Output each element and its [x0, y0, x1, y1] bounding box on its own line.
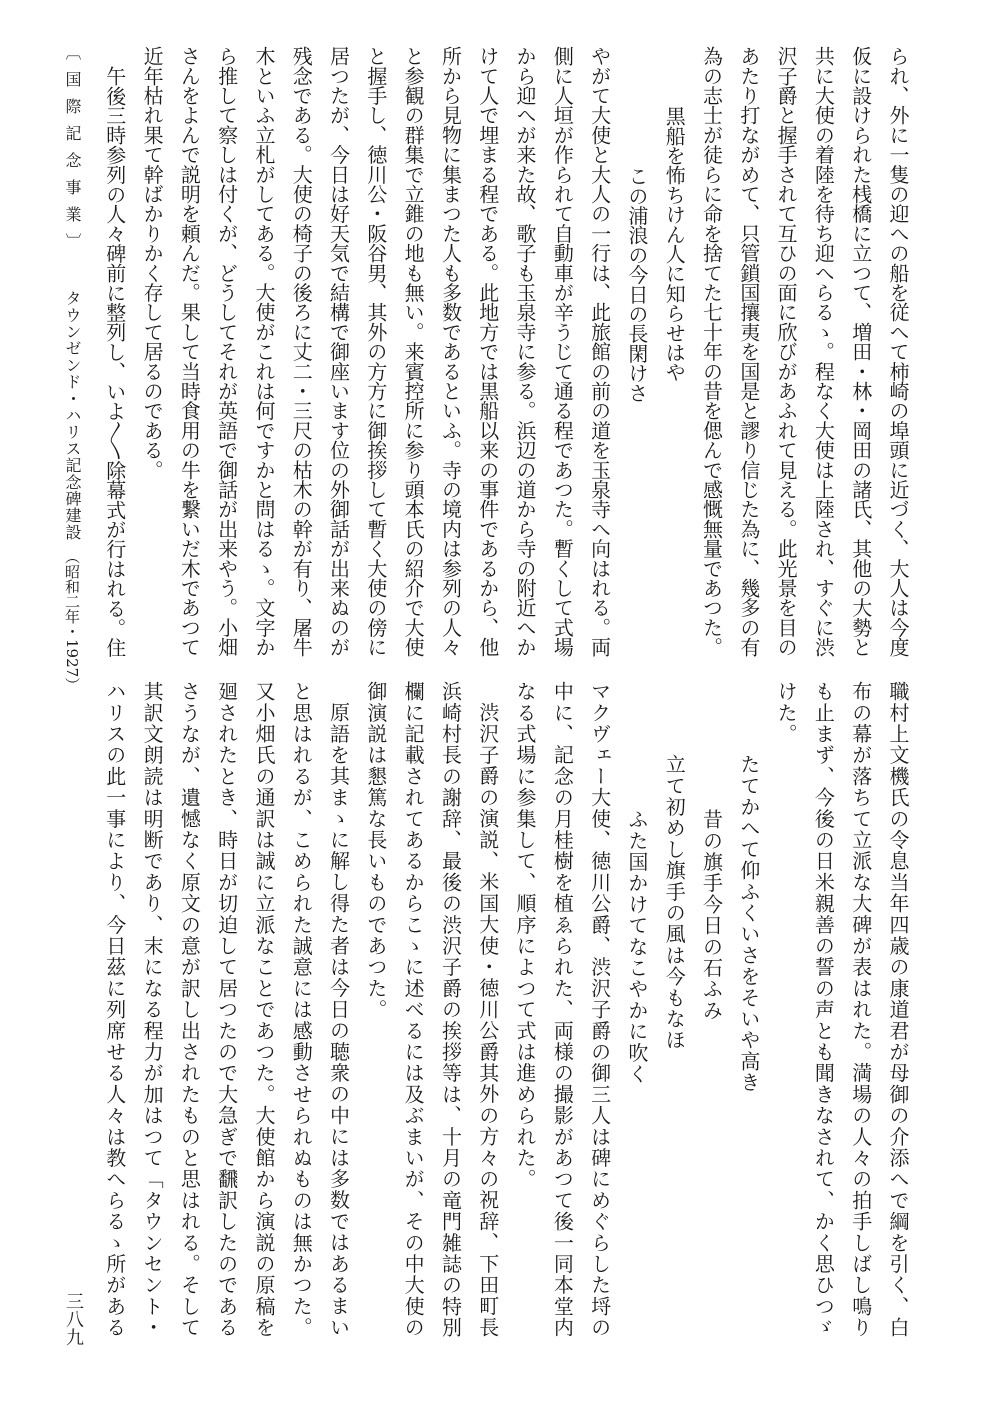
text-line: 仮に設けられた桟橋に立つて、増田・林・岡田の諸氏、其他の大勢と — [848, 46, 873, 657]
text-line: あたり打ながめて、只管鎖国攘夷を国是と謬り信じた為に、幾多の有 — [736, 46, 761, 657]
text-line: やがて大使と大人の一行は、此旅館の前の道を玉泉寺へ向はれる。両 — [587, 46, 612, 657]
poem-line: 立て初めし旗手の風は今もなほ — [662, 754, 687, 1051]
text-line: から迎へが来た故、歌子も玉泉寺に参る。浜辺の道から寺の附近へか — [513, 46, 538, 657]
text-line: 欄に記載されてあるからこゝに述べるには及ぶまいが、その中大使の — [401, 681, 426, 1339]
text-line: と参観の群集で立錐の地も無い。来賓控所に参り頭本氏の紹介で大使 — [401, 46, 426, 657]
text-line: 午後三時参列の人々碑前に整列し、いよ〳〵除幕式が行はれる。住 — [102, 66, 127, 658]
poem-line: たてかへて仰ふくいさをそいや高き — [736, 754, 761, 1094]
text-line: 中に、記念の月桂樹を植ゑられた、両様の撮影があつて後一同本堂内 — [550, 681, 575, 1339]
upper-text-block — [95, 46, 916, 668]
text-line: られ、外に一隻の迎への船を従へて柿崎の埠頭に近づく、大人は今度 — [886, 46, 910, 657]
running-head — [54, 44, 90, 734]
text-line: さうなが、遺憾なく原文の意が訳し出されたものと思はれる。そして — [177, 681, 202, 1339]
text-line: 其訳文朗読は明断であり、末になる程力が加はつて「タウンセント・ — [140, 681, 165, 1339]
text-line: 廻されたとき、時日が切迫して居つたので大急ぎで飜訳したのである — [214, 681, 239, 1339]
text-line: けた。 — [774, 681, 799, 745]
text-line: なる式場に参集して、順序によつて式は進められた。 — [513, 681, 538, 1190]
text-line: 原語を其まゝに解し得た者は今日の聴衆の中には多数ではあるまい — [326, 702, 351, 1338]
page-number: 三八九 — [63, 1292, 84, 1346]
text-line: 又小畑氏の通訳は誠に立派なことであつた。大使館から演説の原稿を — [251, 681, 276, 1339]
text-line: 為の志士が徒らに命を捨てた七十年の昔を偲んで感慨無量であつた。 — [699, 46, 724, 657]
text-line: 沢子爵と握手されて互ひの面に欣びがあふれて見える。此光景を目の — [774, 46, 799, 657]
text-line: 職村上文機氏の令息当年四歳の康道君が母御の介添へで綱を引く、白 — [886, 681, 910, 1339]
poem-line: この浦浪の今日の長閑けさ — [624, 166, 649, 403]
text-line: 渋沢子爵の演説、米国大使・徳川公爵其外の方々の祝辞、下田町長 — [475, 702, 500, 1338]
text-line: と握手し、徳川公・阪谷男、其外の方方に御挨拶して暫く大使の傍に — [363, 46, 388, 657]
running-head-date: （昭和二年・1927） — [63, 548, 81, 692]
text-line: けて人で埋まる程である。此地方では黒船以来の事件であるから、他 — [475, 46, 500, 657]
lower-text-block — [95, 681, 916, 1345]
poem-line: 昔の旗手今日の石ふみ — [699, 809, 724, 1021]
poem-line: ふた国かけてなこやかに吹く — [624, 809, 649, 1085]
text-line: 御演説は懇篤な長いものであつた。 — [363, 681, 388, 1021]
text-line: 居つたが、今日は好天気で結構で御座います位の外御話が出来ぬのが — [326, 46, 351, 657]
text-line: ハリスの此一事により、今日茲に列席せる人々は教へらるゝ所がある — [102, 681, 127, 1339]
text-line: さんをよんで説明を頼んだ。果して当時食用の牛を繋いだ木であつて — [177, 46, 202, 657]
text-line: と思はれるが、こめられた誠意には感動させられぬものは無かつた。 — [289, 681, 314, 1339]
text-line: 布の幕が落ちて立派な大碑が表はれた。満場の人々の拍手しばし鳴り — [848, 681, 873, 1339]
text-line: 所から見物に集まつた人も多数であるといふ。寺の境内は参列の人々 — [438, 46, 463, 657]
running-head-title: タウンゼンド・ハリス記念碑建設 — [63, 290, 82, 541]
text-line: 残念である。大使の椅子の後ろに丈二・三尺の枯木の幹が有り、屠牛 — [289, 46, 314, 657]
text-line: も止まず、今後の日米親善の誓の声とも聞きなされて、かく思ひつゞ — [811, 681, 836, 1339]
text-line: マクヴェー大使、徳川公爵、渋沢子爵の御三人は碑にめぐらした埒の — [587, 681, 612, 1339]
text-line: 側に人垣が作られて自動車が辛うじて通る程であつた。暫くして式場 — [550, 46, 575, 657]
poem-line: 黒船を怖ちけん人に知らせはや — [662, 106, 687, 382]
text-line: 木といふ立札がしてある。大使がこれは何ですかと問はるゝ。文字か — [251, 46, 276, 657]
text-line: 共に大使の着陸を待ち迎へらるゝ。程なく大使は上陸され、すぐに渋 — [811, 46, 836, 657]
running-head-category: 〔国際記念事業〕 — [63, 44, 82, 260]
text-line: 浜崎村長の謝辞、最後の渋沢子爵の挨拶等は、十月の竜門雑誌の特別 — [438, 681, 463, 1339]
text-line: ら推して察しは付くが、どうしてそれが英語で御話が出来やう。小畑 — [214, 46, 239, 657]
text-line: 近年枯れ果て幹ばかりかく存して居るのである。 — [140, 46, 165, 480]
